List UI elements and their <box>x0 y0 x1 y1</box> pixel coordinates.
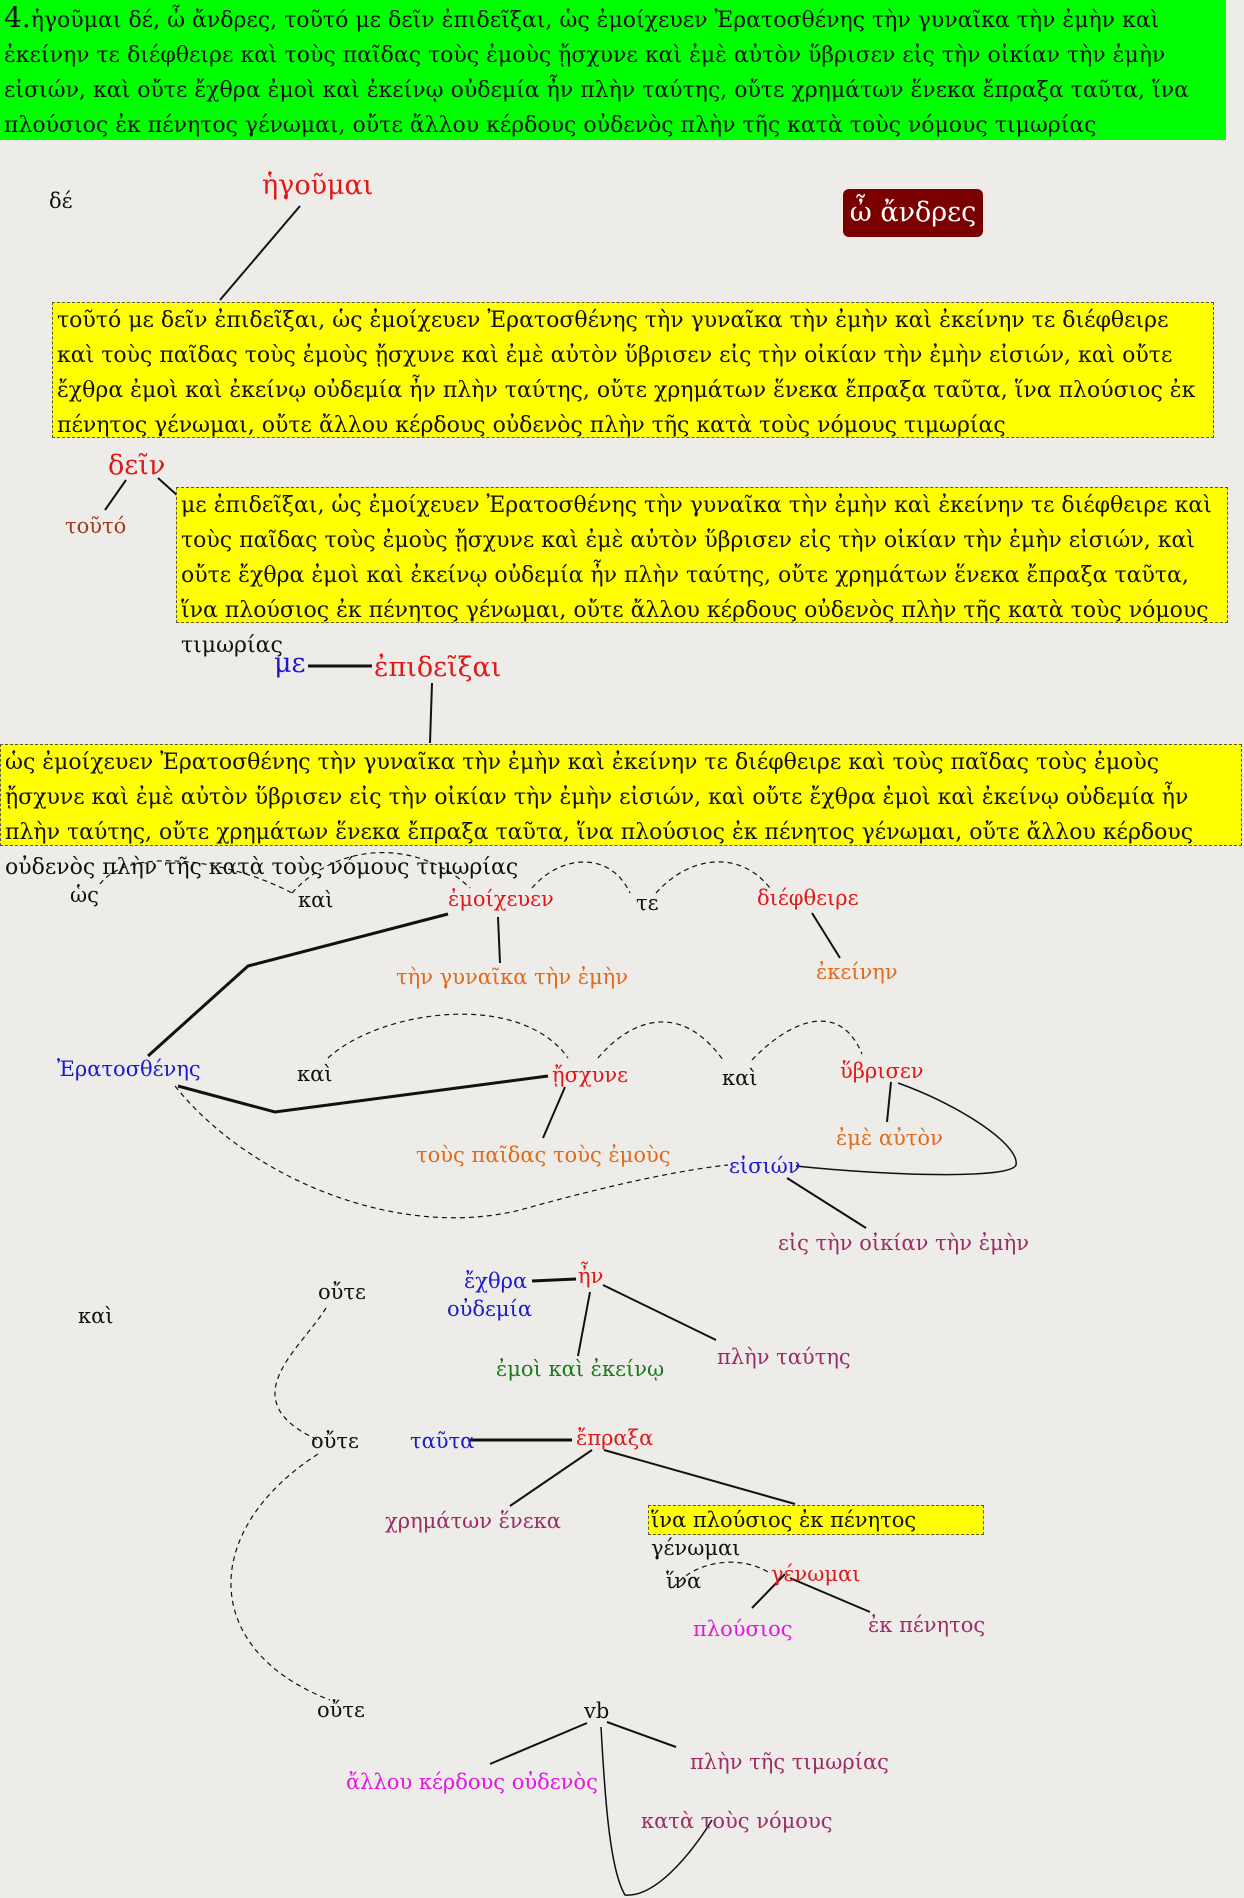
object-tous-paidas: τοὺς παῖδας τοὺς ἐμοὺς <box>416 1143 671 1167</box>
verb-epideixai: ἐπιδεῖξαι <box>374 652 502 683</box>
phrase-plen-tautes: πλὴν ταύτης <box>717 1345 851 1369</box>
object-ten-gynaika: τὴν γυναῖκα τὴν ἐμὴν <box>396 965 629 989</box>
conj-kai-2: καὶ <box>297 1062 333 1086</box>
particle-te: τε <box>636 891 659 915</box>
verb-genomai: γένωμαι <box>771 1562 861 1586</box>
pp-eis-ten-oikian: εἰς τὴν οἰκίαν τὴν ἐμὴν <box>778 1231 1029 1255</box>
hos-clause-box: ὡς ἐμοίχευεν Ἐρατοσθένης τὴν γυναῖκα τὴν ἐμὴν καὶ ἐκείνην τε διέφθειρε καὶ τοὺς παῖδας τοὺς ἐμοὺς ᾔσχυνε καὶ ἐμὲ αὐτὸν ὕβρισεν εἰς τὴν οἰκίαν τὴν ἐμὴν εἰσιών, καὶ οὔτε ἔχθρα ἐμοὶ καὶ ἐκείνῳ οὐδεμία ἦν πλὴν ταύτης, οὔτε χρημάτων ἕνεκα ἔπραξα ταῦτα, ἵνα πλούσιος ἐκ πένητος γένωμαι, οὔτε ἄλλου κέρδους οὐδενὸς πλὴν τῆς κατὰ τοὺς νόμους τιμωρίας <box>0 744 1242 846</box>
vocative-badge: ὦ ἄνδρες <box>843 189 983 237</box>
purpose-clause-box: ἵνα πλούσιος ἐκ πένητος γένωμαι <box>648 1505 984 1535</box>
conj-hos: ὡς <box>70 883 99 907</box>
sentence-number: 4. <box>4 1 31 34</box>
implied-verb-vb: vb <box>584 1699 610 1723</box>
particle-de: δέ <box>49 189 73 213</box>
subject-touto: τοῦτό <box>65 514 127 538</box>
dative-emoi-kai-ekeino: ἐμοὶ καὶ ἐκείνῳ <box>496 1357 665 1381</box>
phrase-plen-tes-timorias: πλὴν τῆς τιμωρίας <box>690 1750 889 1774</box>
object-tauta: ταῦτα <box>410 1429 475 1453</box>
verb-hybrisen: ὕβρισεν <box>840 1059 924 1083</box>
subject-echthra: ἔχθρα <box>464 1269 528 1293</box>
genitive-allou-kerdous: ἄλλου κέρδους οὐδενὸς <box>346 1770 598 1794</box>
participle-eision: εἰσιών <box>729 1154 801 1178</box>
subject-eratosthenes: Ἐρατοσθένης <box>57 1057 201 1081</box>
verb-diephtheire: διέφθειρε <box>757 886 859 910</box>
phrase-ek-penetos: ἐκ πένητος <box>868 1613 986 1637</box>
verb-epraxa: ἔπραξα <box>576 1426 654 1450</box>
subject-oudemia: οὐδεμία <box>447 1297 532 1321</box>
subject-me: με <box>274 648 306 679</box>
verb-eischyne: ᾔσχυνε <box>552 1063 629 1087</box>
conj-oute-3: οὔτε <box>317 1698 365 1722</box>
source-sentence-header <box>0 0 1226 140</box>
object-ekeinen: ἐκείνην <box>816 960 898 984</box>
verb-en: ἦν <box>578 1264 604 1288</box>
object-eme-auton: ἐμὲ αὐτὸν <box>836 1126 943 1150</box>
main-verb-hegoumai: ἡγοῦμαι <box>262 170 374 201</box>
conj-oute-2: οὔτε <box>311 1429 359 1453</box>
sentence-text: ἡγοῦμαι δέ, ὦ ἄνδρες, τοῦτό με δεῖν ἐπιδεῖξαι, ὡς ἐμοίχευεν Ἐρατοσθένης τὴν γυναῖκα τὴν ἐμὴν καὶ ἐκείνην τε διέφθειρε καὶ τοὺς παῖδας τοὺς ἐμοὺς ᾔσχυνε καὶ ἐμὲ αὐτὸν ὕβρισεν εἰς τὴν οἰκίαν τὴν ἐμὴν εἰσιών, καὶ οὔτε ἔχθρα ἐμοὶ καὶ ἐκείνῳ οὐδεμία ἦν πλὴν ταύτης, οὔτε χρημάτων ἕνεκα ἔπραξα ταῦτα, ἵνα πλούσιος ἐκ πένητος γένωμαι, οὔτε ἄλλου κέρδους οὐδενὸς πλὴν τῆς κατὰ τοὺς νόμους τιμωρίας <box>4 8 1189 138</box>
conj-oute-1: οὔτε <box>318 1280 366 1304</box>
phrase-chrematon-heneka: χρημάτων ἕνεκα <box>385 1509 561 1533</box>
phrase-kata-tous-nomous: κατὰ τοὺς νόμους <box>641 1809 833 1833</box>
verb-emoicheuen: ἐμοίχευεν <box>448 887 554 911</box>
infinitive-clause-box: τοῦτό με δεῖν ἐπιδεῖξαι, ὡς ἐμοίχευεν Ἐρατοσθένης τὴν γυναῖκα τὴν ἐμὴν καὶ ἐκείνην τε διέφθειρε καὶ τοὺς παῖδας τοὺς ἐμοὺς ᾔσχυνε καὶ ἐμὲ αὐτὸν ὕβρισεν εἰς τὴν οἰκίαν τὴν ἐμὴν εἰσιών, καὶ οὔτε ἔχθρα ἐμοὶ καὶ ἐκείνῳ οὐδεμία ἦν πλὴν ταύτης, οὔτε χρημάτων ἕνεκα ἔπραξα ταῦτα, ἵνα πλούσιος ἐκ πένητος γένωμαι, οὔτε ἄλλου κέρδους οὐδενὸς πλὴν τῆς κατὰ τοὺς νόμους τιμωρίας <box>52 302 1214 438</box>
conj-hina: ἵνα <box>666 1569 702 1593</box>
predicate-plousios: πλούσιος <box>693 1617 793 1641</box>
conj-kai-3: καὶ <box>722 1066 758 1090</box>
verb-dein: δεῖν <box>108 450 166 481</box>
conj-kai-1: καὶ <box>298 888 334 912</box>
dein-complement-box: με ἐπιδεῖξαι, ὡς ἐμοίχευεν Ἐρατοσθένης τὴν γυναῖκα τὴν ἐμὴν καὶ ἐκείνην τε διέφθειρε καὶ τοὺς παῖδας τοὺς ἐμοὺς ᾔσχυνε καὶ ἐμὲ αὐτὸν ὕβρισεν εἰς τὴν οἰκίαν τὴν ἐμὴν εἰσιών, καὶ οὔτε ἔχθρα ἐμοὶ καὶ ἐκείνῳ οὐδεμία ἦν πλὴν ταύτης, οὔτε χρημάτων ἕνεκα ἔπραξα ταῦτα, ἵνα πλούσιος ἐκ πένητος γένωμαι, οὔτε ἄλλου κέρδους οὐδενὸς πλὴν τῆς κατὰ τοὺς νόμους τιμωρίας <box>176 487 1228 623</box>
conj-kai-4: καὶ <box>78 1304 114 1328</box>
